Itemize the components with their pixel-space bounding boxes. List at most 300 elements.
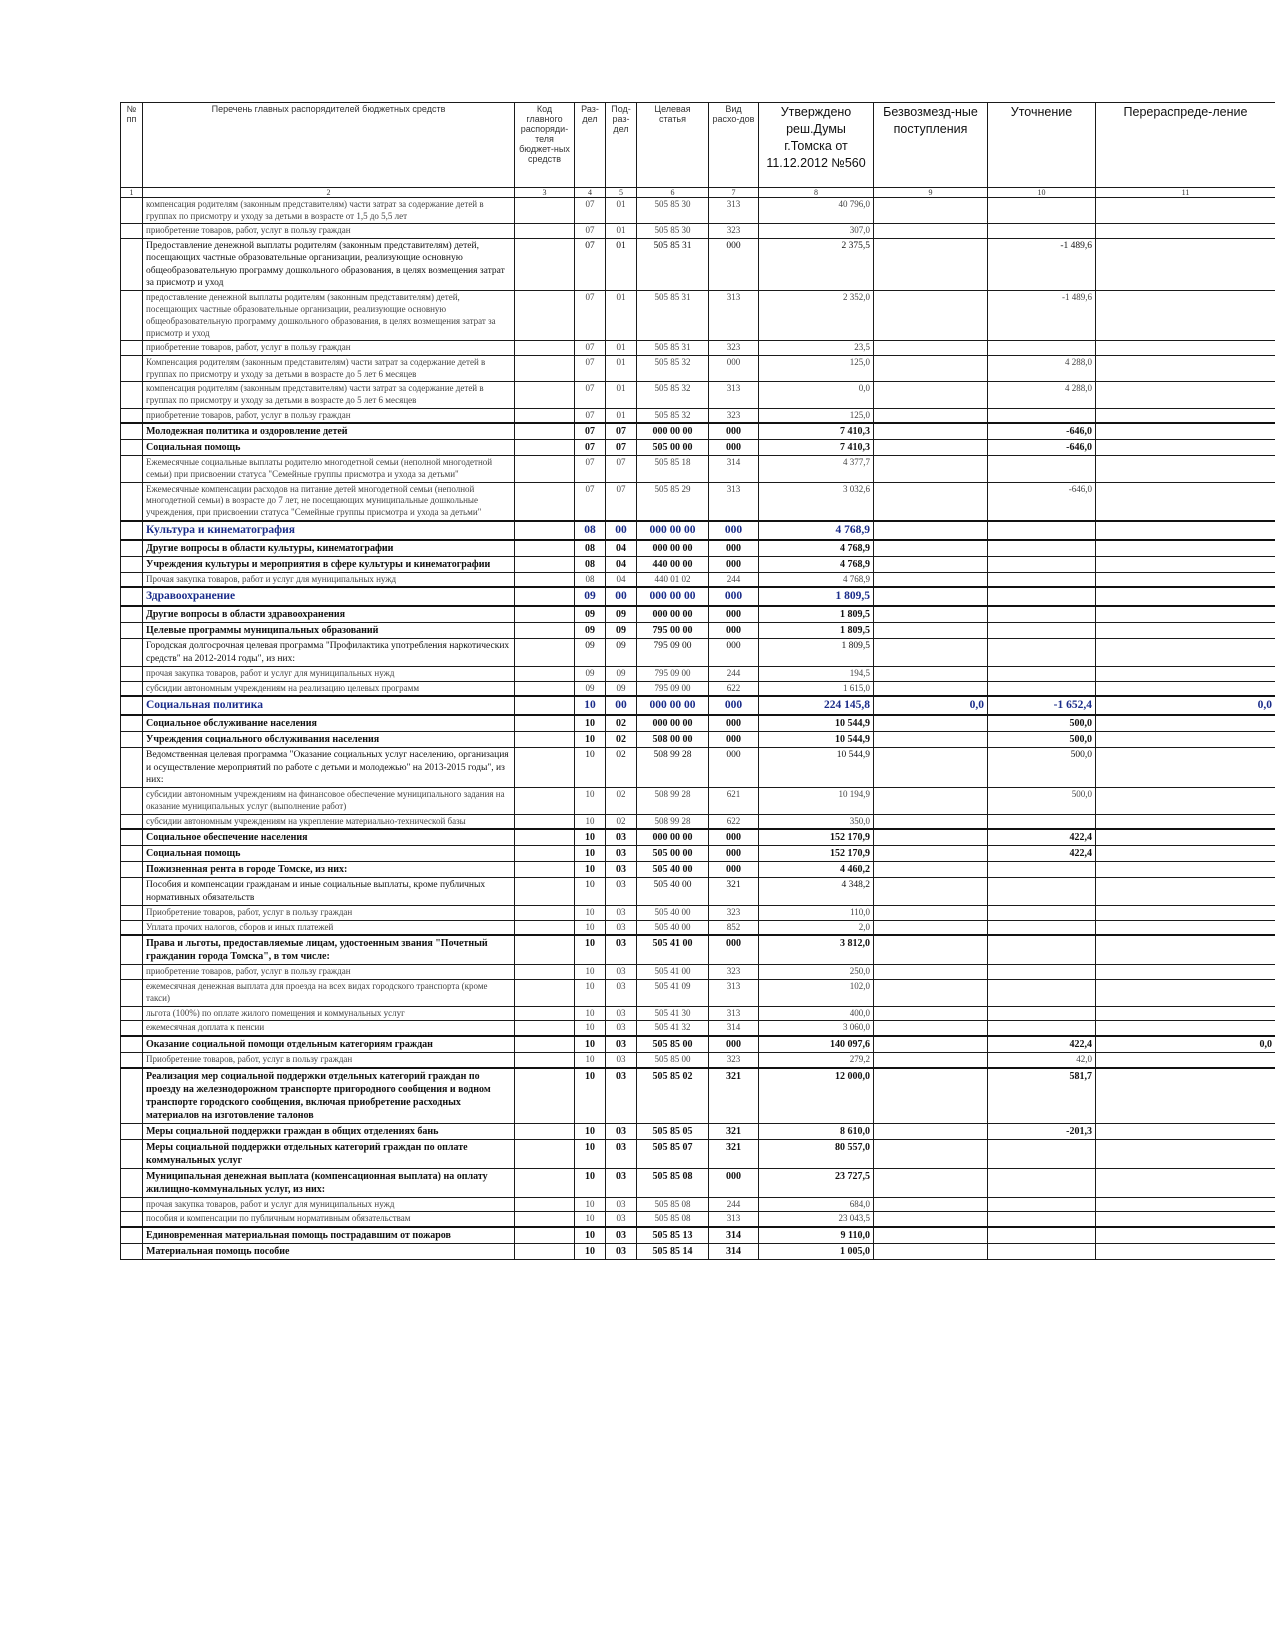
table-row — [121, 1021, 1275, 1036]
cell-redist — [1096, 224, 1275, 239]
cell-code — [515, 732, 575, 748]
cell-vr: 000 — [709, 239, 759, 291]
table-row — [121, 715, 1275, 732]
cell-free — [874, 1021, 988, 1036]
cell-cs: 505 40 00 — [637, 878, 709, 906]
cell-cs: 505 85 05 — [637, 1123, 709, 1139]
cell-num — [121, 291, 143, 341]
cell-rz: 07 — [575, 291, 606, 341]
cell-cs: 505 85 02 — [637, 1068, 709, 1124]
cell-cs: 000 00 00 — [637, 423, 709, 440]
cell-refine: 500,0 — [988, 748, 1096, 788]
cell-cs: 000 00 00 — [637, 606, 709, 623]
cell-num — [121, 1006, 143, 1021]
cell-refine — [988, 341, 1096, 356]
cell-cs: 505 85 32 — [637, 408, 709, 423]
cell-vr: 000 — [709, 440, 759, 456]
table-row — [121, 639, 1275, 667]
cell-num — [121, 920, 143, 935]
cell-redist — [1096, 1212, 1275, 1227]
cell-cs: 505 41 30 — [637, 1006, 709, 1021]
table-row — [121, 814, 1275, 829]
cell-refine: 500,0 — [988, 715, 1096, 732]
cell-redist — [1096, 878, 1275, 906]
cell-code — [515, 239, 575, 291]
cell-cs: 000 00 00 — [637, 829, 709, 846]
cell-code — [515, 408, 575, 423]
cell-rz: 10 — [575, 1197, 606, 1212]
cell-free — [874, 748, 988, 788]
cell-redist — [1096, 623, 1275, 639]
cell-free — [874, 920, 988, 935]
cell-rz: 10 — [575, 1006, 606, 1021]
cell-free — [874, 355, 988, 381]
table-row — [121, 906, 1275, 921]
cell-approved: 1 809,5 — [759, 639, 874, 667]
cell-prz: 03 — [606, 829, 637, 846]
cell-redist — [1096, 906, 1275, 921]
cell-cs: 505 85 29 — [637, 482, 709, 521]
cell-name: Уплата прочих налогов, сборов и иных платежей — [143, 920, 515, 935]
table-row — [121, 198, 1275, 224]
cell-approved: 1 615,0 — [759, 681, 874, 696]
cell-vr: 000 — [709, 732, 759, 748]
cell-rz: 09 — [575, 606, 606, 623]
cell-num — [121, 572, 143, 587]
cell-redist — [1096, 456, 1275, 482]
cell-free — [874, 829, 988, 846]
table-row — [121, 878, 1275, 906]
cell-vr: 321 — [709, 878, 759, 906]
cell-rz: 10 — [575, 1123, 606, 1139]
cell-num — [121, 814, 143, 829]
cell-rz: 07 — [575, 355, 606, 381]
cell-num — [121, 521, 143, 540]
cell-code — [515, 1212, 575, 1227]
cell-free — [874, 291, 988, 341]
cell-rz: 10 — [575, 965, 606, 980]
cell-name: Ведомственная целевая программа "Оказание социальных услуг населению, организация и осуществление мероприятий по работе с детьми и молодежью" на 2013-2015 годы", из них: — [143, 748, 515, 788]
cell-prz: 01 — [606, 341, 637, 356]
cell-free — [874, 1052, 988, 1067]
table-row — [121, 291, 1275, 341]
cell-rz: 10 — [575, 1139, 606, 1168]
cell-num — [121, 440, 143, 456]
cell-free — [874, 198, 988, 224]
cell-approved: 4 348,2 — [759, 878, 874, 906]
cell-name: Приобретение товаров, работ, услуг в пользу граждан — [143, 906, 515, 921]
cell-code — [515, 1006, 575, 1021]
cell-refine: 581,7 — [988, 1068, 1096, 1124]
cell-approved: 224 145,8 — [759, 696, 874, 715]
cell-approved: 279,2 — [759, 1052, 874, 1067]
cell-vr: 314 — [709, 1243, 759, 1259]
cell-code — [515, 965, 575, 980]
column-number: 10 — [988, 188, 1096, 198]
cell-cs: 505 85 31 — [637, 341, 709, 356]
cell-cs: 795 09 00 — [637, 639, 709, 667]
cell-num — [121, 681, 143, 696]
cell-redist — [1096, 862, 1275, 878]
cell-code — [515, 667, 575, 682]
cell-num — [121, 1021, 143, 1036]
cell-free — [874, 1227, 988, 1244]
cell-prz: 03 — [606, 1139, 637, 1168]
cell-approved: 7 410,3 — [759, 423, 874, 440]
cell-prz: 07 — [606, 482, 637, 521]
table-row — [121, 355, 1275, 381]
cell-rz: 09 — [575, 639, 606, 667]
cell-approved: 125,0 — [759, 408, 874, 423]
cell-refine — [988, 1197, 1096, 1212]
cell-free — [874, 1123, 988, 1139]
table-row — [121, 788, 1275, 814]
cell-free — [874, 732, 988, 748]
cell-approved: 0,0 — [759, 382, 874, 408]
cell-vr: 000 — [709, 639, 759, 667]
cell-vr: 314 — [709, 1227, 759, 1244]
cell-refine — [988, 1006, 1096, 1021]
cell-refine — [988, 456, 1096, 482]
cell-cs: 505 85 00 — [637, 1052, 709, 1067]
cell-vr: 000 — [709, 606, 759, 623]
cell-approved: 9 110,0 — [759, 1227, 874, 1244]
cell-rz: 10 — [575, 1021, 606, 1036]
cell-refine — [988, 623, 1096, 639]
cell-name: Целевые программы муниципальных образований — [143, 623, 515, 639]
column-number-row — [121, 188, 1275, 198]
cell-redist — [1096, 482, 1275, 521]
cell-refine: 500,0 — [988, 732, 1096, 748]
cell-vr: 321 — [709, 1139, 759, 1168]
cell-cs: 505 41 00 — [637, 965, 709, 980]
cell-prz: 03 — [606, 846, 637, 862]
cell-num — [121, 239, 143, 291]
cell-code — [515, 440, 575, 456]
table-row — [121, 748, 1275, 788]
cell-vr: 323 — [709, 906, 759, 921]
cell-approved: 3 060,0 — [759, 1021, 874, 1036]
cell-free — [874, 965, 988, 980]
cell-code — [515, 1021, 575, 1036]
table-row — [121, 1052, 1275, 1067]
cell-name: Молодежная политика и оздоровление детей — [143, 423, 515, 440]
cell-rz: 09 — [575, 681, 606, 696]
cell-name: субсидии автономным учреждениям на финансовое обеспечение муниципального задания на оказание муниципальных услуг (выполнение работ) — [143, 788, 515, 814]
cell-num — [121, 935, 143, 965]
cell-redist — [1096, 1168, 1275, 1197]
cell-name: льгота (100%) по оплате жилого помещения и коммунальных услуг — [143, 1006, 515, 1021]
cell-redist — [1096, 732, 1275, 748]
cell-name: компенсация родителям (законным представителям) части затрат за содержание детей в группах по присмотру и уходу за детьми в возрасте от 1,5 до 5,5 лет — [143, 198, 515, 224]
cell-redist — [1096, 639, 1275, 667]
cell-num — [121, 878, 143, 906]
cell-refine: 422,4 — [988, 846, 1096, 862]
cell-refine: 422,4 — [988, 1036, 1096, 1053]
cell-code — [515, 1168, 575, 1197]
cell-approved: 10 544,9 — [759, 732, 874, 748]
cell-cs: 505 40 00 — [637, 920, 709, 935]
column-number: 5 — [606, 188, 637, 198]
cell-name: Другие вопросы в области культуры, кинематографии — [143, 540, 515, 557]
cell-name: предоставление денежной выплаты родителям (законным представителям) детей, посещающих частные образовательные организации, реализующие основную общеобразовательную программу дошкольного образования, в целях возмещения затрат за присмотр и уход — [143, 291, 515, 341]
cell-approved: 1 809,5 — [759, 606, 874, 623]
cell-code — [515, 1227, 575, 1244]
cell-vr: 852 — [709, 920, 759, 935]
table-row — [121, 1006, 1275, 1021]
table-row — [121, 521, 1275, 540]
table-row — [121, 341, 1275, 356]
cell-vr: 313 — [709, 482, 759, 521]
cell-prz: 03 — [606, 1243, 637, 1259]
cell-cs: 505 41 09 — [637, 980, 709, 1006]
cell-approved: 125,0 — [759, 355, 874, 381]
table-row — [121, 408, 1275, 423]
cell-name: Социальное обеспечение населения — [143, 829, 515, 846]
cell-rz: 10 — [575, 1227, 606, 1244]
cell-num — [121, 355, 143, 381]
cell-num — [121, 980, 143, 1006]
cell-prz: 01 — [606, 291, 637, 341]
cell-vr: 000 — [709, 556, 759, 572]
table-row — [121, 440, 1275, 456]
cell-num — [121, 556, 143, 572]
cell-free — [874, 408, 988, 423]
cell-approved: 140 097,6 — [759, 1036, 874, 1053]
cell-prz: 03 — [606, 935, 637, 965]
table-row — [121, 556, 1275, 572]
cell-vr: 000 — [709, 355, 759, 381]
cell-prz: 07 — [606, 456, 637, 482]
cell-redist — [1096, 920, 1275, 935]
table-row — [121, 587, 1275, 606]
cell-vr: 000 — [709, 862, 759, 878]
cell-vr: 622 — [709, 681, 759, 696]
cell-num — [121, 639, 143, 667]
cell-approved: 3 812,0 — [759, 935, 874, 965]
cell-redist — [1096, 1123, 1275, 1139]
cell-approved: 194,5 — [759, 667, 874, 682]
cell-cs: 505 41 00 — [637, 935, 709, 965]
cell-vr: 313 — [709, 980, 759, 1006]
cell-prz: 03 — [606, 920, 637, 935]
table-row — [121, 920, 1275, 935]
cell-free — [874, 606, 988, 623]
cell-rz: 09 — [575, 623, 606, 639]
cell-name: ежемесячная денежная выплата для проезда на всех видах городского транспорта (кроме такси) — [143, 980, 515, 1006]
cell-free — [874, 1139, 988, 1168]
cell-num — [121, 906, 143, 921]
table-row — [121, 224, 1275, 239]
cell-cs: 505 85 08 — [637, 1212, 709, 1227]
cell-name: субсидии автономным учреждениям на реализацию целевых программ — [143, 681, 515, 696]
cell-num — [121, 408, 143, 423]
cell-redist — [1096, 980, 1275, 1006]
cell-cs: 508 00 00 — [637, 732, 709, 748]
cell-redist: 0,0 — [1096, 696, 1275, 715]
cell-redist — [1096, 291, 1275, 341]
cell-redist — [1096, 341, 1275, 356]
cell-redist — [1096, 715, 1275, 732]
cell-free — [874, 846, 988, 862]
table-row — [121, 1212, 1275, 1227]
cell-code — [515, 1197, 575, 1212]
cell-name: Другие вопросы в области здравоохранения — [143, 606, 515, 623]
cell-redist — [1096, 198, 1275, 224]
cell-cs: 505 85 00 — [637, 1036, 709, 1053]
cell-name: Права и льготы, предоставляемые лицам, удостоенным звания "Почетный гражданин города Томска", в том числе: — [143, 935, 515, 965]
cell-cs: 440 00 00 — [637, 556, 709, 572]
cell-free — [874, 788, 988, 814]
cell-free — [874, 423, 988, 440]
cell-redist — [1096, 965, 1275, 980]
header-target: Целевая статья — [637, 103, 709, 188]
header-vid: Вид расхо-дов — [709, 103, 759, 188]
cell-refine — [988, 1168, 1096, 1197]
cell-code — [515, 1036, 575, 1053]
cell-code — [515, 382, 575, 408]
cell-refine — [988, 1021, 1096, 1036]
cell-code — [515, 1139, 575, 1168]
cell-code — [515, 980, 575, 1006]
header-refine: Уточнение — [988, 103, 1096, 188]
budget-table — [120, 102, 1275, 1260]
cell-free — [874, 1212, 988, 1227]
cell-approved: 23 727,5 — [759, 1168, 874, 1197]
cell-prz: 04 — [606, 572, 637, 587]
cell-cs: 505 85 32 — [637, 355, 709, 381]
cell-refine — [988, 1139, 1096, 1168]
cell-refine: -646,0 — [988, 423, 1096, 440]
cell-free — [874, 239, 988, 291]
cell-approved: 4 768,9 — [759, 521, 874, 540]
cell-code — [515, 623, 575, 639]
cell-name: Приобретение товаров, работ, услуг в пользу граждан — [143, 1052, 515, 1067]
cell-redist — [1096, 1052, 1275, 1067]
cell-redist — [1096, 239, 1275, 291]
cell-free — [874, 667, 988, 682]
cell-vr: 000 — [709, 423, 759, 440]
cell-prz: 02 — [606, 715, 637, 732]
cell-num — [121, 623, 143, 639]
header-free: Безвозмезд-ные поступления — [874, 103, 988, 188]
cell-refine — [988, 408, 1096, 423]
cell-vr: 323 — [709, 408, 759, 423]
cell-rz: 07 — [575, 423, 606, 440]
cell-refine: 500,0 — [988, 788, 1096, 814]
cell-rz: 07 — [575, 224, 606, 239]
cell-code — [515, 829, 575, 846]
cell-free — [874, 341, 988, 356]
cell-name: Материальная помощь пособие — [143, 1243, 515, 1259]
cell-prz: 03 — [606, 1212, 637, 1227]
cell-free — [874, 681, 988, 696]
cell-cs: 505 85 08 — [637, 1197, 709, 1212]
table-row — [121, 239, 1275, 291]
cell-redist — [1096, 540, 1275, 557]
cell-prz: 00 — [606, 521, 637, 540]
cell-name: Социальное обслуживание населения — [143, 715, 515, 732]
cell-name: Муниципальная денежная выплата (компенсационная выплата) на оплату жилищно-коммунальных услуг, из них: — [143, 1168, 515, 1197]
cell-prz: 09 — [606, 681, 637, 696]
cell-name: Оказание социальной помощи отдельным категориям граждан — [143, 1036, 515, 1053]
cell-prz: 01 — [606, 408, 637, 423]
cell-vr: 000 — [709, 829, 759, 846]
cell-free — [874, 1068, 988, 1124]
column-number: 4 — [575, 188, 606, 198]
cell-name: Учреждения культуры и мероприятия в сфере культуры и кинематографии — [143, 556, 515, 572]
cell-vr: 000 — [709, 1168, 759, 1197]
cell-vr: 244 — [709, 1197, 759, 1212]
cell-num — [121, 1243, 143, 1259]
cell-rz: 10 — [575, 906, 606, 921]
cell-code — [515, 788, 575, 814]
cell-vr: 323 — [709, 965, 759, 980]
cell-vr: 622 — [709, 814, 759, 829]
cell-name: Ежемесячные социальные выплаты родителю многодетной семьи (неполной многодетной семьи) при присвоении статуса "Семейные группы присмотра и ухода за детьми" — [143, 456, 515, 482]
cell-approved: 3 032,6 — [759, 482, 874, 521]
cell-num — [121, 965, 143, 980]
cell-redist — [1096, 572, 1275, 587]
cell-vr: 000 — [709, 748, 759, 788]
cell-cs: 000 00 00 — [637, 587, 709, 606]
cell-vr: 000 — [709, 540, 759, 557]
cell-free — [874, 715, 988, 732]
cell-approved: 2 352,0 — [759, 291, 874, 341]
cell-num — [121, 862, 143, 878]
header-approved: Утверждено реш.Думы г.Томска от 11.12.2012 №560 — [759, 103, 874, 188]
cell-approved: 8 610,0 — [759, 1123, 874, 1139]
table-row — [121, 1139, 1275, 1168]
cell-refine: 422,4 — [988, 829, 1096, 846]
cell-approved: 4 768,9 — [759, 556, 874, 572]
cell-refine: -646,0 — [988, 440, 1096, 456]
cell-approved: 102,0 — [759, 980, 874, 1006]
cell-prz: 09 — [606, 639, 637, 667]
cell-cs: 795 09 00 — [637, 681, 709, 696]
cell-rz: 09 — [575, 667, 606, 682]
cell-cs: 000 00 00 — [637, 540, 709, 557]
cell-name: Компенсация родителям (законным представителям) части затрат за содержание детей в группах по присмотру и уходу за детьми в возрасте до 5 лет 6 месяцев — [143, 355, 515, 381]
cell-redist — [1096, 408, 1275, 423]
header-num: № пп — [121, 103, 143, 188]
cell-free — [874, 456, 988, 482]
cell-redist — [1096, 1139, 1275, 1168]
cell-name: Меры социальной поддержки граждан в общих отделениях бань — [143, 1123, 515, 1139]
cell-cs: 505 85 30 — [637, 198, 709, 224]
cell-code — [515, 521, 575, 540]
cell-refine: -646,0 — [988, 482, 1096, 521]
cell-refine — [988, 606, 1096, 623]
cell-redist — [1096, 788, 1275, 814]
cell-code — [515, 862, 575, 878]
column-number: 6 — [637, 188, 709, 198]
cell-prz: 00 — [606, 696, 637, 715]
table-header-row — [121, 103, 1275, 188]
cell-name: пособия и компенсации по публичным нормативным обязательствам — [143, 1212, 515, 1227]
cell-free — [874, 587, 988, 606]
table-row — [121, 980, 1275, 1006]
cell-code — [515, 355, 575, 381]
cell-prz: 09 — [606, 667, 637, 682]
cell-vr: 313 — [709, 291, 759, 341]
cell-approved: 1 809,5 — [759, 587, 874, 606]
cell-refine — [988, 878, 1096, 906]
cell-redist — [1096, 440, 1275, 456]
cell-vr: 323 — [709, 341, 759, 356]
cell-vr: 000 — [709, 935, 759, 965]
cell-cs: 000 00 00 — [637, 521, 709, 540]
